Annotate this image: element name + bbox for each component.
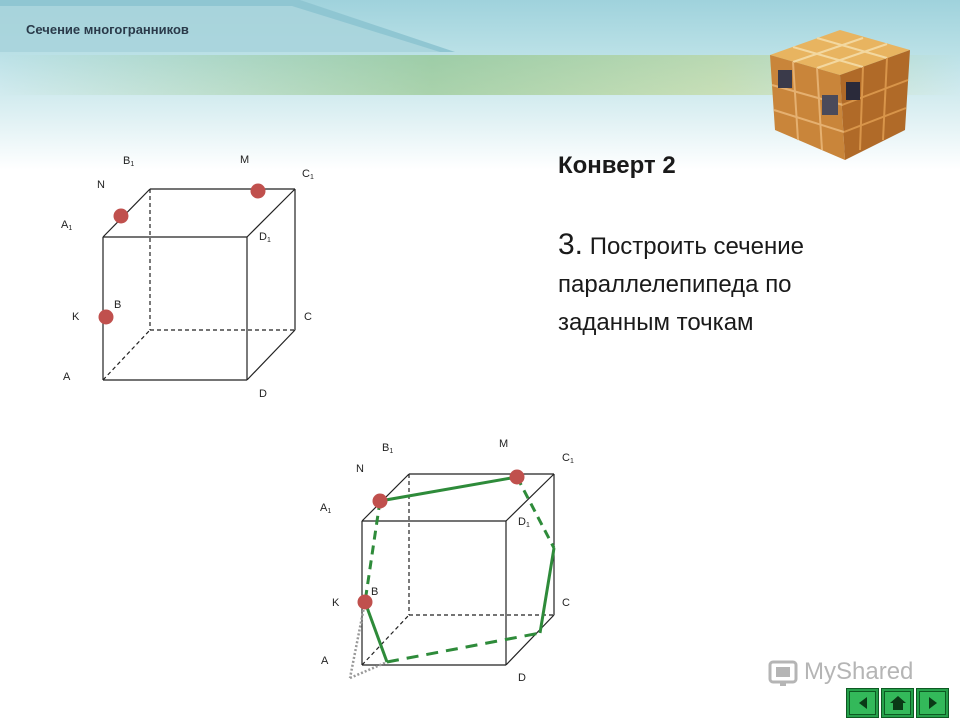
arrow-right-icon	[925, 695, 941, 711]
label-k-top: K	[72, 311, 80, 323]
slide-navigation	[846, 688, 949, 718]
task-number: 3.	[558, 228, 584, 261]
label-c1-top: C1	[302, 168, 314, 181]
label-a-top: A	[63, 371, 71, 383]
label-d1-bottom: D1	[518, 516, 530, 529]
label-n-top: N	[97, 179, 105, 191]
point-m-marker	[510, 470, 525, 485]
home-button[interactable]	[881, 688, 914, 718]
label-d-bottom: D	[518, 672, 526, 684]
next-slide-button[interactable]	[916, 688, 949, 718]
label-a1-bottom: A1	[320, 502, 332, 515]
label-b-bottom: B	[371, 586, 379, 598]
label-d-top: D	[259, 388, 267, 400]
label-m-bottom: M	[499, 438, 509, 450]
label-c-top: C	[304, 311, 312, 323]
envelope-title: Конверт 2	[558, 152, 676, 179]
task-description: Построить сечение параллелепипеда по заданным точкам	[558, 233, 804, 336]
label-c1-bottom: C1	[562, 452, 574, 465]
label-c-bottom: C	[562, 597, 570, 609]
myshared-logo-icon	[768, 657, 800, 687]
home-icon	[889, 695, 907, 711]
label-m-top: M	[240, 154, 250, 166]
watermark-text: MyShared	[804, 658, 914, 685]
watermark	[768, 657, 913, 687]
label-k-bottom: K	[332, 597, 340, 609]
slide-title: Сечение многогранников	[26, 22, 189, 37]
label-b1-top: B1	[123, 155, 135, 168]
label-b1-bottom: B1	[382, 442, 394, 455]
label-a1-top: A1	[61, 219, 73, 232]
label-a-bottom: A	[321, 655, 329, 667]
label-n-bottom: N	[356, 463, 364, 475]
label-d1-top: D1	[259, 231, 271, 244]
previous-slide-button[interactable]	[846, 688, 879, 718]
point-n-marker	[373, 494, 388, 509]
label-b-top: B	[114, 299, 122, 311]
arrow-left-icon	[855, 695, 871, 711]
